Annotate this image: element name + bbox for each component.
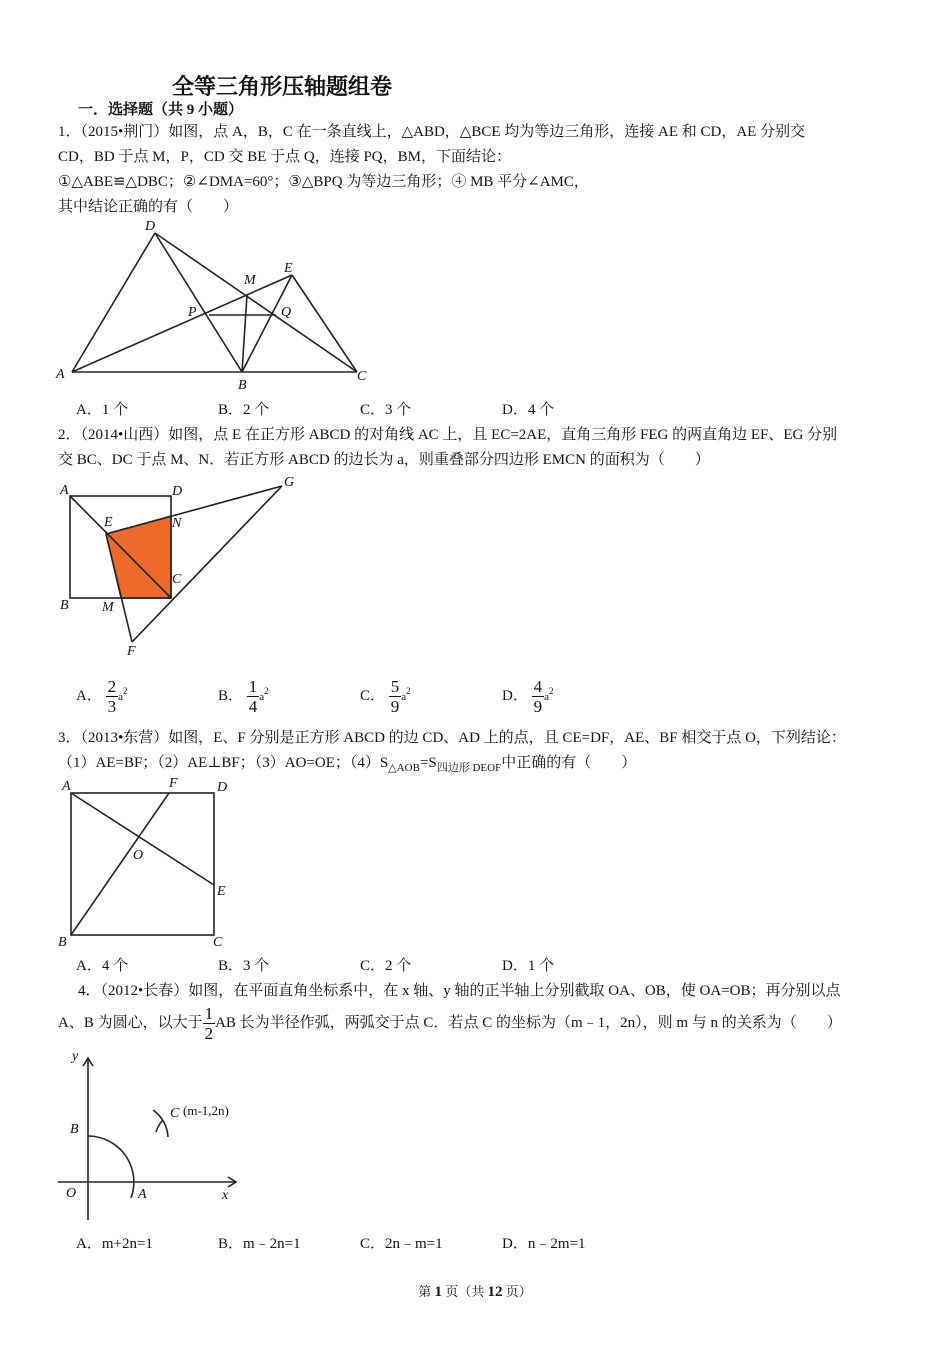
q2-option-a[interactable] <box>76 677 127 716</box>
q4-fraction <box>203 1004 216 1043</box>
q1-line2: CD，BD 于点 M，P，CD 交 BE 于点 Q，连接 PQ，BM，下面结论： <box>58 149 511 165</box>
q2-option-d-var: a <box>544 690 549 703</box>
q3-label-f: F <box>169 776 178 791</box>
q2-option-d-fraction <box>532 677 545 716</box>
q3-figure <box>52 772 252 952</box>
q2-line2: 交 BC、DC 于点 M、N．若正方形 ABCD 的边长为 a，则重叠部分四边形 EMCN 的面积为（ ） <box>58 452 710 468</box>
q2-label-f: F <box>127 644 136 659</box>
q2-option-c-num: 5 <box>390 677 400 696</box>
footer-mid: 页（共 <box>441 1284 488 1299</box>
q4-label-c: C <box>170 1106 180 1121</box>
q2-label-c: C <box>172 572 182 587</box>
footer-total-pages: 12 <box>487 1284 503 1300</box>
q2-option-b-letter: B． <box>218 687 244 704</box>
q3-label-a: A <box>62 779 71 794</box>
q1-line4: 其中结论正确的有（ ） <box>58 199 239 215</box>
q1-label-c: C <box>357 369 367 384</box>
q2-label-m: M <box>102 600 114 615</box>
q2-option-c-den: 9 <box>390 697 400 716</box>
footer-page-number: 1 <box>434 1284 442 1300</box>
q3-line1: 3．（2013•东营）如图，E、F 分别是正方形 ABCD 的边 CD、AD 上的点，且 CE=DF，AE、BF 相交于点 O，下列结论： <box>58 730 846 746</box>
q2-option-d-num: 4 <box>533 677 543 696</box>
q4-frac-num: 1 <box>204 1004 214 1023</box>
q4-frac-den: 2 <box>204 1024 214 1043</box>
q2-option-c-fraction <box>389 677 402 716</box>
q4-label-b: B <box>70 1122 79 1137</box>
q2-shaded-quadrilateral <box>106 516 171 598</box>
q2-option-b-fraction <box>247 677 260 716</box>
q3-option-d[interactable]: D．1 个 <box>502 958 555 974</box>
q1-option-b[interactable]: B．2 个 <box>218 402 270 418</box>
q4-label-y: y <box>72 1049 79 1064</box>
q2-option-c-var: a <box>401 690 407 703</box>
q4-option-a[interactable]: A．m+2n=1 <box>76 1236 153 1252</box>
q3-label-o: O <box>133 848 144 863</box>
q2-option-b-var: a <box>259 690 265 703</box>
q2-option-a-letter: A． <box>76 687 102 704</box>
q1-label-b: B <box>238 378 247 393</box>
q3-option-a[interactable]: A．4 个 <box>76 958 129 974</box>
q4-label-a: A <box>138 1187 147 1202</box>
q4-option-b[interactable]: B．m﹣2n=1 <box>218 1236 301 1252</box>
q4-option-d[interactable]: D．n﹣2m=1 <box>502 1236 586 1252</box>
q2-option-b-exp: 2 <box>264 685 269 696</box>
q1-label-e: E <box>284 261 293 276</box>
footer-pre: 第 <box>418 1284 435 1299</box>
footer-post: 页） <box>502 1284 532 1299</box>
q3-option-b[interactable]: B．3 个 <box>218 958 270 974</box>
q1-line1: 1．（2015•荆门）如图，点 A，B，C 在一条直线上，△ABD，△BCE 均为等边三角形，连接 AE 和 CD，AE 分别交 <box>58 124 806 140</box>
q2-option-d-exp: 2 <box>548 685 554 696</box>
q1-label-p: P <box>188 305 197 320</box>
q4-label-o: O <box>66 1186 77 1201</box>
q1-label-d: D <box>145 219 156 234</box>
q4-label-x: x <box>222 1188 229 1203</box>
q2-label-g: G <box>284 475 295 490</box>
q2-label-b: B <box>60 598 69 613</box>
q2-option-d[interactable] <box>502 677 553 716</box>
q2-figure <box>52 470 312 660</box>
q4-line2 <box>58 1004 842 1043</box>
q2-option-b-den: 4 <box>248 697 258 716</box>
q4-line2-part2: AB 长为半径作弧，两弧交于点 C．若点 C 的坐标为（m﹣1，2n），则 m 与 n 的关系为（ ） <box>215 1014 842 1031</box>
section-heading: 一．选择题（共 9 小题） <box>78 102 244 118</box>
q3-label-e: E <box>217 884 226 899</box>
q1-option-a[interactable]: A．1 个 <box>76 402 129 418</box>
q2-label-d: D <box>172 484 183 499</box>
q2-option-a-fraction <box>106 677 119 716</box>
q2-option-d-letter: D． <box>502 687 528 704</box>
q4-line1: 4．（2012•长春）如图，在平面直角坐标系中，在 x 轴、y 轴的正半轴上分别截取 OA、OB，使 OA=OB；再分别以点 <box>78 983 841 999</box>
q3-label-b: B <box>58 935 67 950</box>
q2-option-a-den: 3 <box>107 697 117 716</box>
q2-label-a: A <box>60 483 69 498</box>
q2-option-c[interactable] <box>360 677 411 716</box>
q4-figure <box>52 1044 272 1224</box>
q1-line3: ①△ABE≌△DBC；②∠DMA=60°；③△BPQ 为等边三角形；④ MB 平分∠AMC， <box>58 174 589 190</box>
q3-option-c[interactable]: C．2 个 <box>360 958 412 974</box>
q4-label-c-coords: (m-1,2n) <box>183 1103 229 1118</box>
q3-label-c: C <box>213 935 223 950</box>
page-title: 全等三角形压轴题组卷 <box>172 74 393 99</box>
q3-line2-part2: =S <box>419 755 437 771</box>
q4-option-c[interactable]: C．2n﹣m=1 <box>360 1236 443 1252</box>
q3-line2-sub1: △AOB <box>388 762 420 774</box>
q2-label-n: N <box>172 516 182 531</box>
q2-option-c-exp: 2 <box>406 685 411 696</box>
q2-option-c-letter: C． <box>360 687 386 704</box>
q3-line2-sub2: 四边形 DEOF <box>436 762 502 774</box>
q2-line1: 2．（2014•山西）如图，点 E 在正方形 ABCD 的对角线 AC 上，且 EC=2AE，直角三角形 FEG 的两直角边 EF、EG 分别 <box>58 427 838 443</box>
q2-option-b-num: 1 <box>248 677 258 696</box>
q1-label-m: M <box>244 273 256 288</box>
q1-option-c[interactable]: C．3 个 <box>360 402 412 418</box>
q3-label-d: D <box>217 780 228 795</box>
q1-figure <box>52 216 382 394</box>
q4-line2-part1: A、B 为圆心，以大于 <box>58 1014 203 1031</box>
q1-label-a: A <box>56 367 65 382</box>
q3-line2-part3: 中正确的有（ ） <box>501 755 637 771</box>
q2-option-a-num: 2 <box>107 677 117 696</box>
q2-option-a-var: a <box>118 690 123 703</box>
q1-option-d[interactable]: D．4 个 <box>502 402 555 418</box>
q1-label-q: Q <box>281 305 292 320</box>
q2-option-b[interactable] <box>218 677 269 716</box>
q3-line2-part1: （1）AE=BF；（2）AE⊥BF；（3）AO=OE；（4）S <box>58 755 389 771</box>
q2-option-d-den: 9 <box>533 697 543 716</box>
q2-label-e: E <box>104 515 113 530</box>
q2-option-a-exp: 2 <box>122 685 128 696</box>
page-footer <box>0 1281 950 1301</box>
